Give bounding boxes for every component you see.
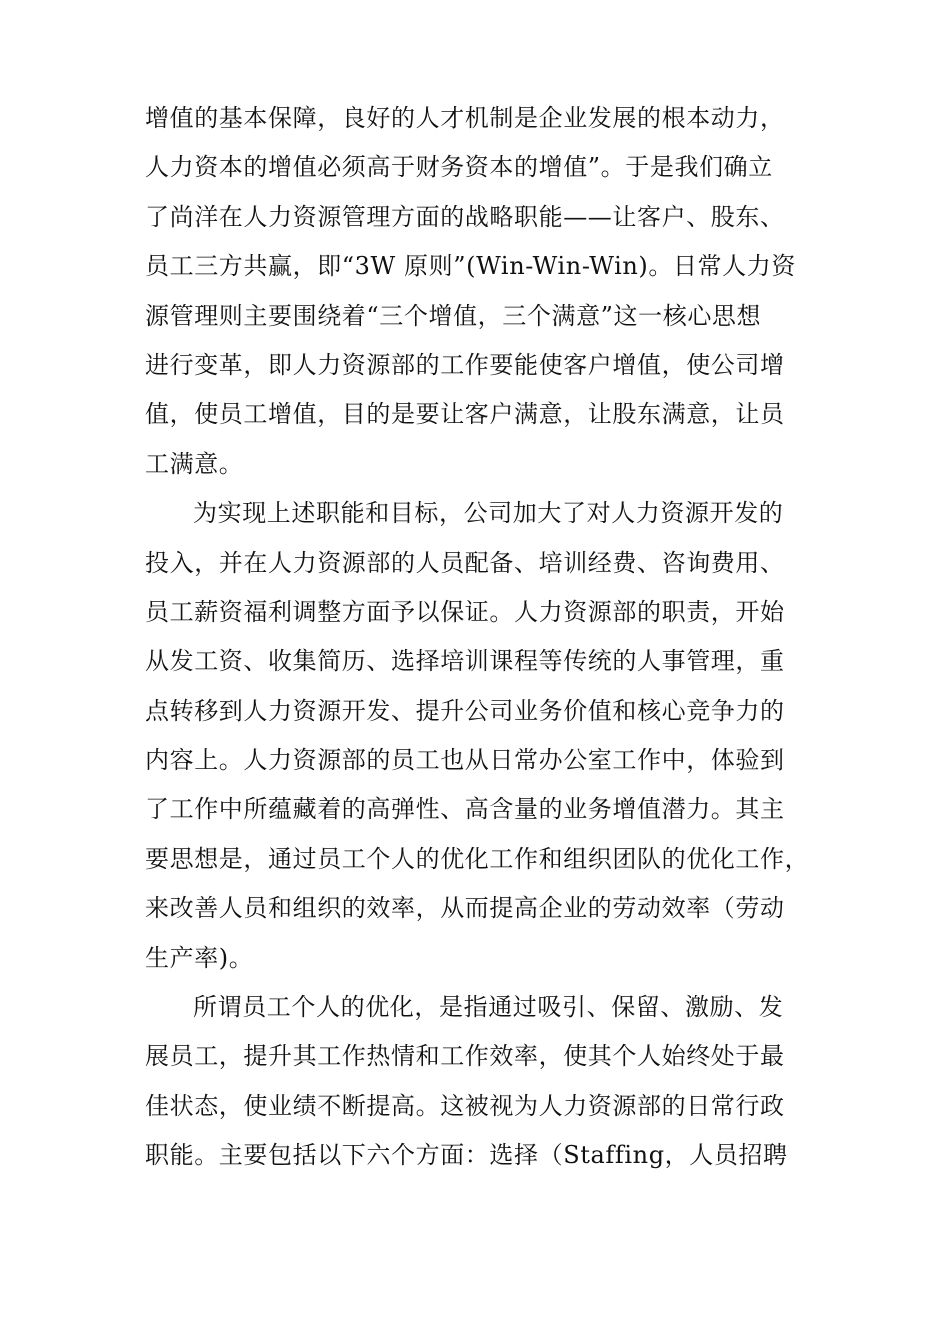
text-line: 展员工，提升其工作热情和工作效率，使其个人始终处于最 <box>145 1042 785 1071</box>
text-line: 值，使员工增值，目的是要让客户满意，让股东满意，让员 <box>145 400 785 429</box>
text-line: 点转移到人力资源开发、提升公司业务价值和核心竞争力的 <box>145 696 785 725</box>
text-line: 投入，并在人力资源部的人员配备、培训经费、咨询费用、 <box>145 548 785 577</box>
paragraph-first-line: 为实现上述职能和目标，公司加大了对人力资源开发的 <box>193 499 784 528</box>
text-line: 要思想是，通过员工个人的优化工作和组织团队的优化工作， <box>145 844 810 873</box>
text-line: 内容上。人力资源部的员工也从日常办公室工作中，体验到 <box>145 746 785 775</box>
text-line: 源管理则主要围绕着“三个增值，三个满意”这一核心思想 <box>145 301 762 330</box>
body-text <box>145 94 825 1181</box>
text-line: 了尚洋在人力资源管理方面的战略职能——让客户、股东、 <box>145 202 785 231</box>
text-line: 人力资本的增值必须高于财务资本的增值”。于是我们确立 <box>145 153 773 182</box>
text-line: 进行变革，即人力资源部的工作要能使客户增值，使公司增 <box>145 350 785 379</box>
text-line: 生产率)。 <box>145 943 254 972</box>
text-line: 员工薪资福利调整方面予以保证。人力资源部的职责，开始 <box>145 597 785 626</box>
text-line: 来改善人员和组织的效率，从而提高企业的劳动效率（劳动 <box>145 894 785 923</box>
paragraph-first-line: 所谓员工个人的优化，是指通过吸引、保留、激励、发 <box>193 993 784 1022</box>
text-line: 职能。主要包括以下六个方面：选择（Staffing，人员招聘 <box>145 1141 788 1170</box>
text-line: 了工作中所蕴藏着的高弹性、高含量的业务增值潜力。其主 <box>145 795 785 824</box>
text-line: 佳状态，使业绩不断提高。这被视为人力资源部的日常行政 <box>145 1091 785 1120</box>
text-line: 工满意。 <box>145 449 244 478</box>
text-line: 增值的基本保障，良好的人才机制是企业发展的根本动力， <box>145 104 785 132</box>
text-line: 员工三方共赢，即“3W 原则”(Win-Win-Win)。日常人力资 <box>145 252 796 281</box>
text-line: 从发工资、收集简历、选择培训课程等传统的人事管理，重 <box>145 647 785 676</box>
